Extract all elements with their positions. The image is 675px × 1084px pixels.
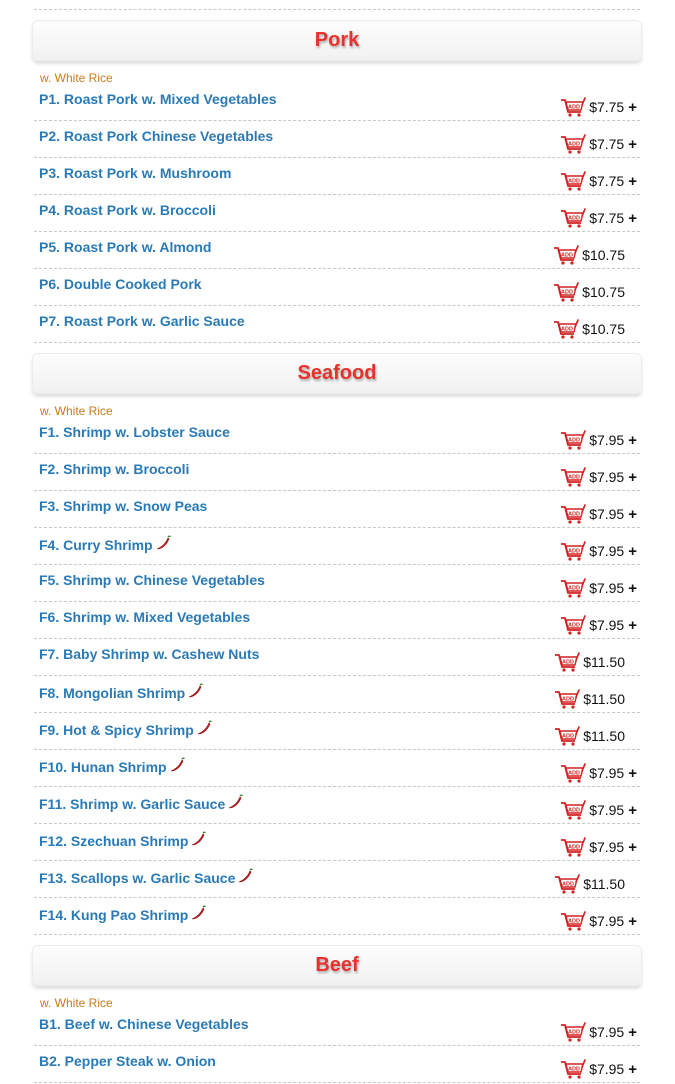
item-name-text: B2. Pepper Steak w. Onion [39, 1053, 216, 1069]
menu-item-row [34, 1009, 640, 1046]
price-group [554, 689, 637, 709]
menu-item-row [34, 491, 640, 528]
plus-options-icon[interactable]: + [628, 838, 637, 856]
price-group [560, 504, 637, 524]
section-title: Pork [32, 20, 642, 61]
section-beef [32, 945, 642, 1083]
menu-item-row [34, 824, 640, 861]
svg-text:ADD: ADD [561, 326, 574, 333]
item-name-link[interactable] [39, 461, 189, 477]
add-to-cart-icon[interactable] [554, 689, 581, 709]
hot-pepper-icon [190, 905, 206, 921]
item-price: $7.95 [589, 1061, 625, 1077]
menu-item-row [34, 861, 640, 898]
price-group [560, 541, 637, 561]
menu-item-row [34, 158, 640, 195]
item-name-text: P3. Roast Pork w. Mushroom [39, 165, 232, 181]
svg-text:ADD: ADD [568, 585, 581, 592]
svg-text:ADD: ADD [568, 1029, 581, 1036]
price-group [560, 134, 637, 154]
svg-text:ADD: ADD [568, 474, 581, 481]
add-to-cart-icon[interactable] [554, 652, 581, 672]
item-name-text: F4. Curry Shrimp [39, 537, 153, 553]
item-name-text: F10. Hunan Shrimp [39, 759, 167, 775]
item-name-text: F12. Szechuan Shrimp [39, 833, 189, 849]
svg-text:ADD: ADD [568, 511, 581, 518]
add-to-cart-icon[interactable] [560, 171, 587, 191]
price-group [553, 282, 637, 302]
price-group [560, 467, 637, 487]
item-name-link[interactable] [39, 498, 207, 514]
svg-text:ADD: ADD [562, 696, 575, 703]
item-name-link[interactable] [39, 1016, 249, 1032]
item-name-link[interactable] [39, 91, 277, 107]
add-to-cart-icon[interactable] [560, 430, 587, 450]
item-price: $11.50 [583, 728, 625, 744]
add-to-cart-icon[interactable] [553, 319, 580, 339]
item-price: $7.95 [589, 1024, 625, 1040]
item-name-text: P2. Roast Pork Chinese Vegetables [39, 128, 274, 144]
svg-text:ADD: ADD [562, 881, 575, 888]
section-title: Beef [32, 945, 642, 986]
svg-text:ADD: ADD [568, 215, 581, 222]
menu-sections [0, 20, 675, 1083]
item-name-link[interactable] [39, 1053, 216, 1069]
item-price: $7.95 [589, 765, 625, 781]
item-price: $11.50 [583, 654, 625, 670]
menu-item-row [34, 602, 640, 639]
item-price: $7.75 [589, 210, 625, 226]
svg-text:ADD: ADD [568, 770, 581, 777]
svg-text:ADD: ADD [568, 622, 581, 629]
hot-pepper-icon [190, 831, 206, 847]
item-price: $10.75 [582, 321, 625, 337]
section-seafood [32, 353, 642, 935]
item-price: $10.75 [582, 247, 625, 263]
item-name-text: F6. Shrimp w. Mixed Vegetables [39, 609, 251, 625]
hot-pepper-icon [187, 683, 203, 699]
menu-item-row [34, 232, 640, 269]
price-group [560, 615, 637, 635]
item-name-link[interactable] [39, 165, 231, 181]
plus-options-icon[interactable]: + [628, 1060, 637, 1078]
hot-pepper-icon [227, 794, 243, 810]
item-name-text: F7. Baby Shrimp w. Cashew Nuts [39, 646, 260, 662]
item-name-text: F8. Mongolian Shrimp [39, 685, 186, 701]
item-price: $7.95 [589, 913, 625, 929]
item-name-text: F14. Kung Pao Shrimp [39, 907, 189, 923]
svg-text:ADD: ADD [561, 252, 574, 259]
section-note: w. White Rice [40, 71, 113, 85]
plus-options-icon[interactable]: + [628, 135, 637, 153]
item-name-text: P1. Roast Pork w. Mixed Vegetables [39, 91, 277, 107]
item-name-link[interactable] [39, 720, 212, 738]
menu-item-row [34, 195, 640, 232]
hot-pepper-icon [196, 720, 212, 736]
item-price: $7.95 [589, 469, 625, 485]
hot-pepper-icon [155, 535, 171, 551]
menu-item-row [34, 528, 640, 565]
item-name-link[interactable] [39, 424, 230, 440]
item-name-link[interactable] [39, 868, 253, 886]
section-note: w. White Rice [40, 996, 113, 1010]
add-to-cart-icon[interactable] [560, 467, 587, 487]
menu-item-row [34, 639, 640, 676]
add-to-cart-icon[interactable] [554, 874, 581, 894]
menu-item-row [34, 121, 640, 158]
item-name-link[interactable] [39, 128, 273, 144]
section-pork [32, 20, 642, 343]
price-group [554, 874, 637, 894]
plus-options-icon[interactable]: + [628, 912, 637, 930]
plus-options-icon[interactable]: + [628, 172, 637, 190]
plus-options-icon[interactable]: + [628, 98, 637, 116]
add-to-cart-icon[interactable] [553, 245, 580, 265]
item-price: $7.95 [589, 543, 625, 559]
item-name-text: F9. Hot & Spicy Shrimp [39, 722, 194, 738]
item-name-text: F13. Scallops w. Garlic Sauce [39, 870, 236, 886]
price-group [553, 319, 637, 339]
item-name-link[interactable] [39, 313, 245, 329]
menu-item-row [34, 269, 640, 306]
item-price: $7.75 [589, 173, 625, 189]
item-name-link[interactable] [39, 646, 259, 662]
price-group [553, 245, 637, 265]
svg-text:ADD: ADD [568, 141, 581, 148]
svg-text:ADD: ADD [568, 918, 581, 925]
item-name-text: F1. Shrimp w. Lobster Sauce [39, 424, 230, 440]
item-name-text: P7. Roast Pork w. Garlic Sauce [39, 313, 245, 329]
add-to-cart-icon[interactable] [554, 726, 581, 746]
menu-item-row [34, 676, 640, 713]
svg-text:ADD: ADD [562, 733, 575, 740]
item-name-text: F2. Shrimp w. Broccoli [39, 461, 190, 477]
plus-options-icon[interactable]: + [628, 505, 637, 523]
add-to-cart-icon[interactable] [560, 911, 587, 931]
add-to-cart-icon[interactable] [560, 1059, 587, 1079]
item-name-link[interactable] [39, 239, 211, 255]
add-to-cart-icon[interactable] [560, 615, 587, 635]
plus-options-icon[interactable]: + [628, 801, 637, 819]
top-divider [34, 0, 640, 10]
menu-item-row [34, 417, 640, 454]
svg-text:ADD: ADD [568, 178, 581, 185]
item-name-link[interactable] [39, 572, 265, 588]
section-title: Seafood [32, 353, 642, 394]
section-note: w. White Rice [40, 404, 113, 418]
svg-text:ADD: ADD [568, 807, 581, 814]
svg-text:ADD: ADD [561, 289, 574, 296]
price-group [560, 763, 637, 783]
menu-item-row [34, 306, 640, 343]
add-to-cart-icon[interactable] [560, 578, 587, 598]
plus-options-icon[interactable]: + [628, 468, 637, 486]
item-name-link[interactable] [39, 609, 250, 625]
item-name-text: P4. Roast Pork w. Broccoli [39, 202, 216, 218]
add-to-cart-icon[interactable] [560, 504, 587, 524]
add-to-cart-icon[interactable] [560, 763, 587, 783]
plus-options-icon[interactable]: + [628, 616, 637, 634]
item-name-link[interactable] [39, 202, 216, 218]
item-name-text: F3. Shrimp w. Snow Peas [39, 498, 208, 514]
item-price: $7.95 [589, 617, 625, 633]
item-price: $7.75 [589, 99, 625, 115]
price-group [560, 837, 637, 857]
menu-item-row [34, 787, 640, 824]
svg-text:ADD: ADD [562, 659, 575, 666]
svg-text:ADD: ADD [568, 437, 581, 444]
plus-options-icon[interactable]: + [628, 431, 637, 449]
price-group [560, 911, 637, 931]
price-group [560, 1059, 637, 1079]
item-price: $7.95 [589, 506, 625, 522]
item-name-link[interactable] [39, 905, 206, 923]
item-price: $10.75 [582, 284, 625, 300]
add-to-cart-icon[interactable] [560, 1022, 587, 1042]
add-to-cart-icon[interactable] [560, 134, 587, 154]
item-name-text: B1. Beef w. Chinese Vegetables [39, 1016, 249, 1032]
price-group [554, 652, 637, 672]
item-name-text: F5. Shrimp w. Chinese Vegetables [39, 572, 265, 588]
svg-text:ADD: ADD [568, 548, 581, 555]
menu-item-row [34, 713, 640, 750]
menu-item-row [34, 750, 640, 787]
plus-options-icon[interactable]: + [628, 764, 637, 782]
item-name-link[interactable] [39, 757, 185, 775]
plus-options-icon[interactable]: + [628, 1023, 637, 1041]
item-name-text: P6. Double Cooked Pork [39, 276, 202, 292]
item-price: $7.95 [589, 580, 625, 596]
price-group [560, 1022, 637, 1042]
item-price: $7.95 [589, 432, 625, 448]
price-group [554, 726, 637, 746]
item-name-link[interactable] [39, 683, 203, 701]
svg-text:ADD: ADD [568, 104, 581, 111]
item-name-link[interactable] [39, 831, 206, 849]
svg-text:ADD: ADD [568, 1066, 581, 1073]
plus-options-icon[interactable]: + [628, 209, 637, 227]
add-to-cart-icon[interactable] [560, 800, 587, 820]
add-to-cart-icon[interactable] [560, 97, 587, 117]
menu-item-row [34, 454, 640, 491]
price-group [560, 578, 637, 598]
price-group [560, 430, 637, 450]
item-name-text: P5. Roast Pork w. Almond [39, 239, 212, 255]
item-price: $11.50 [583, 691, 625, 707]
menu-item-row [34, 565, 640, 602]
item-price: $11.50 [583, 876, 625, 892]
item-price: $7.95 [589, 839, 625, 855]
item-price: $7.95 [589, 802, 625, 818]
price-group [560, 800, 637, 820]
item-name-link[interactable] [39, 794, 243, 812]
add-to-cart-icon[interactable] [560, 208, 587, 228]
plus-options-icon[interactable]: + [628, 579, 637, 597]
item-name-text: F11. Shrimp w. Garlic Sauce [39, 796, 226, 812]
svg-text:ADD: ADD [568, 844, 581, 851]
add-to-cart-icon[interactable] [553, 282, 580, 302]
price-group [560, 97, 637, 117]
menu-item-row [34, 84, 640, 121]
price-group [560, 208, 637, 228]
hot-pepper-icon [169, 757, 185, 773]
hot-pepper-icon [237, 868, 253, 884]
item-price: $7.75 [589, 136, 625, 152]
menu-item-row [34, 898, 640, 935]
price-group [560, 171, 637, 191]
add-to-cart-icon[interactable] [560, 837, 587, 857]
add-to-cart-icon[interactable] [560, 541, 587, 561]
item-name-link[interactable] [39, 535, 171, 553]
item-name-link[interactable] [39, 276, 202, 292]
plus-options-icon[interactable]: + [628, 542, 637, 560]
menu-item-row [34, 1046, 640, 1083]
